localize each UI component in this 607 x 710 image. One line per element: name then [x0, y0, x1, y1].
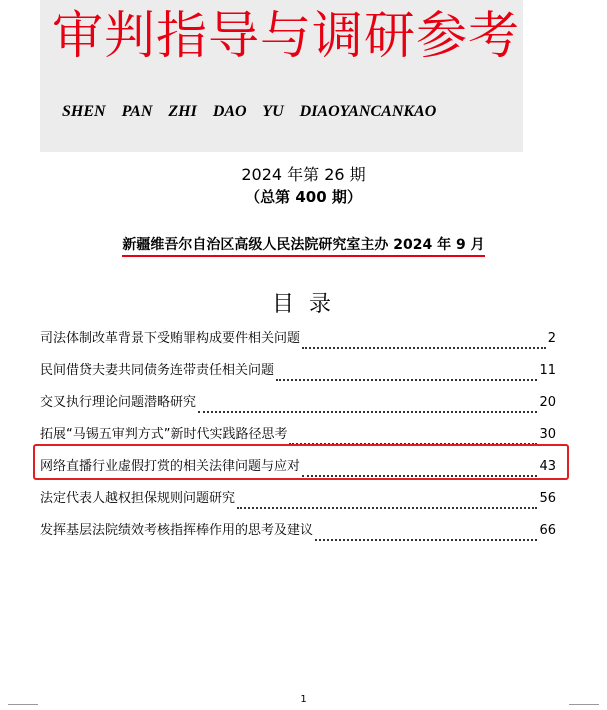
toc-dot-leader: [302, 338, 546, 349]
toc-heading: 目 录: [272, 292, 335, 317]
toc-entry-title: 网络直播行业虚假打赏的相关法律问题与应对: [40, 459, 301, 474]
table-of-contents: [40, 327, 556, 551]
publication-title: 审判指导与调研参考: [52, 7, 521, 66]
toc-entry-page: 2: [547, 331, 556, 346]
masthead: [40, 0, 523, 152]
highlight-box: [33, 444, 569, 480]
page-number: 1: [300, 694, 307, 705]
toc-entry-title: 拓展“马锡五审判方式”新时代实践路径思考: [40, 427, 288, 442]
toc-dot-leader: [198, 402, 537, 413]
toc-entry[interactable]: [40, 391, 556, 423]
sponsor-text: 新疆维吾尔自治区高级人民法院研究室主办 2024 年 9 月: [122, 234, 484, 257]
toc-entry[interactable]: [40, 359, 556, 391]
issue-total: （总第 400 期）: [245, 188, 362, 206]
toc-entry-page: 66: [539, 523, 556, 538]
toc-entry-title: 法定代表人越权担保规则问题研究: [40, 491, 236, 506]
toc-dot-leader: [276, 370, 537, 381]
toc-entry-title: 交叉执行理论问题潜略研究: [40, 395, 197, 410]
toc-entry-page: 56: [539, 491, 556, 506]
toc-entry-title: 民间借贷夫妻共同债务连带责任相关问题: [40, 363, 275, 378]
toc-dot-leader: [237, 498, 537, 509]
toc-entry[interactable]: [40, 327, 556, 359]
toc-entry-page: 20: [539, 395, 556, 410]
issue-number: 2024 年第 26 期: [241, 165, 366, 184]
publication-pinyin: SHEN PAN ZHI DAO YU DIAOYANCANKAO: [62, 103, 437, 120]
toc-dot-leader: [289, 434, 537, 445]
toc-entry-title: 发挥基层法院绩效考核指挥棒作用的思考及建议: [40, 523, 314, 538]
toc-entry[interactable]: [40, 519, 556, 551]
toc-entry[interactable]: [40, 487, 556, 519]
sponsor-line: [0, 234, 607, 257]
toc-entry-title: 司法体制改革背景下受贿罪构成要件相关问题: [40, 331, 301, 346]
toc-entry-page: 30: [539, 427, 556, 442]
toc-dot-leader: [315, 530, 537, 541]
toc-entry-page: 11: [539, 363, 556, 378]
toc-entry-page: 43: [539, 459, 556, 474]
